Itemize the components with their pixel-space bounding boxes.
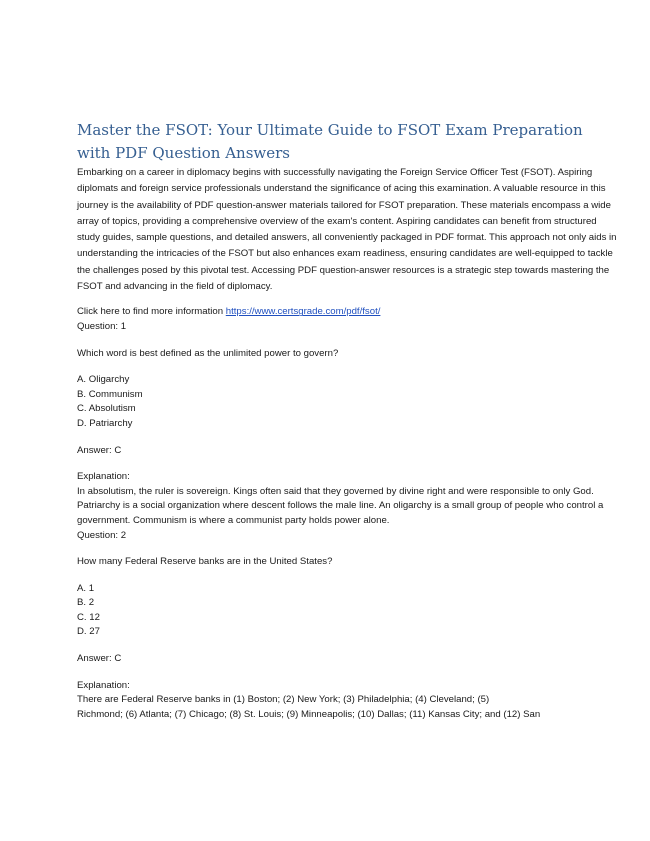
answer-text: Answer: C (77, 444, 122, 456)
question-block (77, 320, 617, 529)
certsgrade-link[interactable]: https://www.certsgrade.com/pdf/fsot/ (225, 306, 381, 318)
question-block (77, 529, 617, 723)
explanation-line: There are Federal Reserve banks in (1) Boston; (2) New York; (3) Philadelphia; (4) Cleveland; (5) (77, 694, 490, 706)
more-info-line (77, 305, 617, 320)
option-a: A. 1 (77, 582, 95, 594)
document-title: Master the FSOT: Your Ultimate Guide to FSOT Exam Preparation with PDF Question Answers (77, 121, 583, 162)
option-b: B. Communism (77, 388, 143, 400)
explanation-label: Explanation: (77, 679, 130, 691)
option-b: B. 2 (77, 597, 95, 609)
question-text: Which word is best defined as the unlimited power to govern? (77, 347, 339, 359)
option-a: A. Oligarchy (77, 374, 130, 386)
more-info-text: Click here to find more information (77, 306, 226, 318)
explanation-text: In absolutism, the ruler is sovereign. Kings often said that they governed by divine right and were responsible to only God. Patriarchy is a social organization where descent follows the male line. An oligarchy is a small group of people who control a government. Communism is where a communist party holds power alone. (77, 485, 604, 526)
option-c: C. 12 (77, 611, 100, 623)
option-d: D. Patriarchy (77, 417, 133, 429)
question-text: How many Federal Reserve banks are in the United States? (77, 556, 333, 568)
explanation-label: Explanation: (77, 471, 130, 483)
explanation-line: Richmond; (6) Atlanta; (7) Chicago; (8) St. Louis; (9) Minneapolis; (10) Dallas; (11) Kansas City; and (12) San (77, 708, 541, 720)
question-label: Question: 2 (77, 529, 127, 541)
intro-paragraph: Embarking on a career in diplomacy begins with successfully navigating the Foreign Service Officer Test (FSOT). Aspiring diplomats and foreign service professionals understand the significance of acing this examination. A valuable resource in this journey is the availability of PDF question-answer materials tailored for FSOT preparation. These materials encompass a wide array of topics, providing a comprehensive overview of the exam's content. Aspiring candidates can benefit from structured study guides, sample questions, and detailed answers, all conveniently packaged in PDF format. This approach not only aids in understanding the intricacies of the FSOT but also enhances exam readiness, ensuring candidates are well-equipped to tackle the challenges posed by this pivotal test. Accessing PDF question-answer resources is a strategic step towards mastering the FSOT and advancing in the field of diplomacy. (77, 167, 617, 293)
option-d: D. 27 (77, 626, 100, 638)
document-page (77, 119, 617, 722)
option-c: C. Absolutism (77, 403, 136, 415)
question-label: Question: 1 (77, 320, 127, 332)
answer-text: Answer: C (77, 653, 122, 665)
